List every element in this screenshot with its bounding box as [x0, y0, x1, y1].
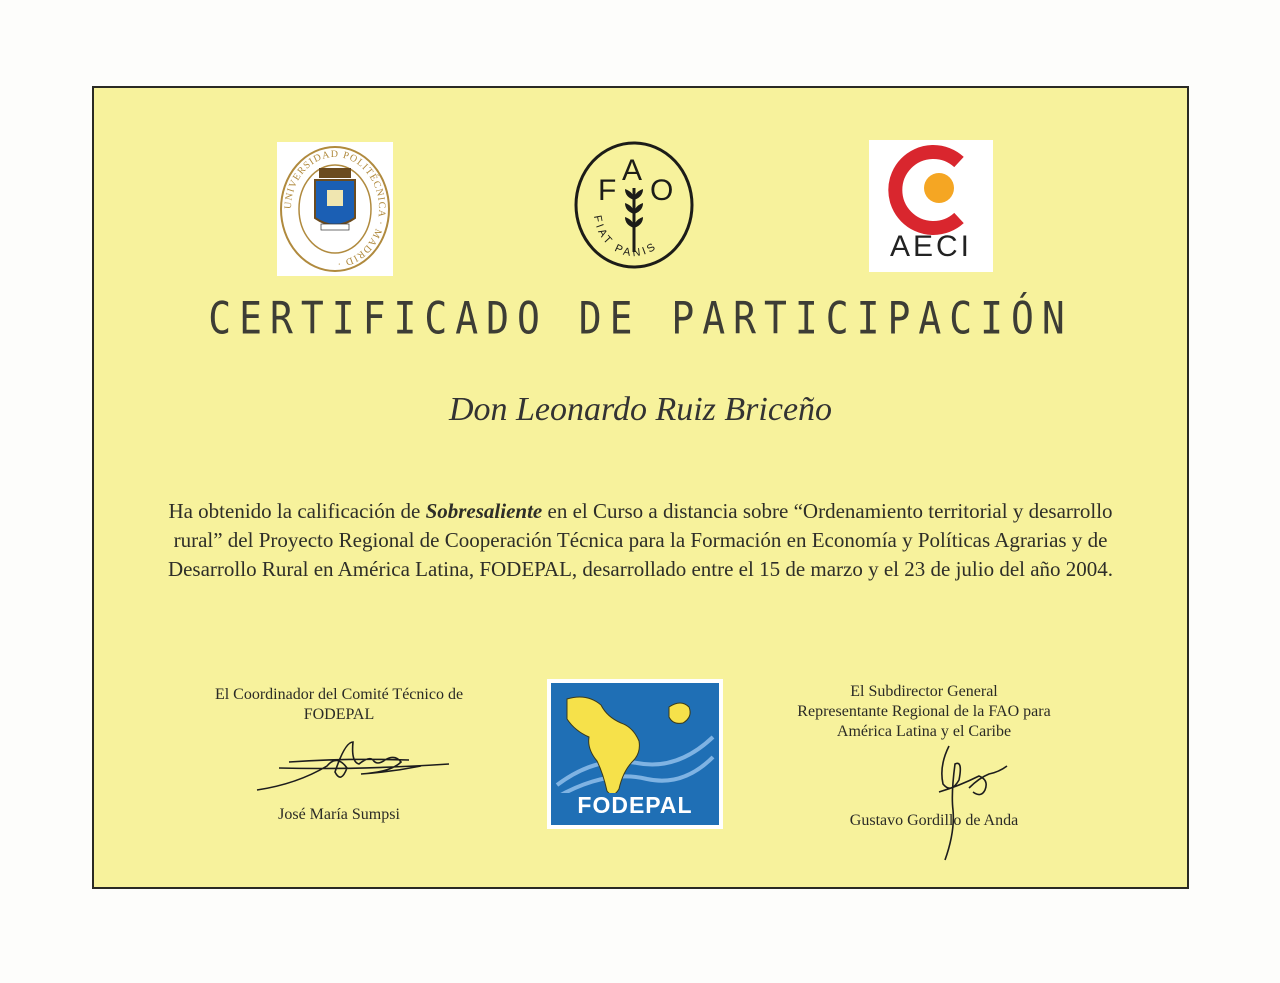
- left-signature: [249, 728, 459, 803]
- left-signatory-role: [194, 685, 484, 725]
- signature-icon: [909, 738, 1019, 868]
- university-seal-icon: [277, 142, 393, 276]
- svg-text:O: O: [650, 174, 674, 207]
- right-role-line1: El Subdirector General: [850, 683, 998, 700]
- svg-text:UNIVERSIDAD POLITÉCNICA · MADR: UNIVERSIDAD POLITÉCNICA · MADRID ·: [282, 148, 388, 270]
- right-signatory-name: Gustavo Gordillo de Anda: [849, 812, 1019, 829]
- left-signatory-name: José María Sumpsi: [278, 806, 400, 823]
- left-role-line1: El Coordinador del Comité Técnico de: [214, 686, 464, 703]
- svg-text:FIAT PANIS: FIAT PANIS: [590, 214, 660, 260]
- fodepal-logo: [547, 679, 723, 829]
- aeci-logo: [869, 140, 993, 272]
- fodepal-label: FODEPAL: [577, 792, 693, 818]
- certificate-title: CERTIFICADO DE PARTICIPACIÓN: [208, 292, 1073, 344]
- body-text-part2: en el Curso a distancia sobre “Ordenamiento territorial y desarrollo rural” del Proyecto Regional de Cooperación Técnica para la Formación en Economía y Políticas Agrarias y de Desarrollo Rural en América Latina, FODEPAL, desarrollado entre el 15 de marzo y el 23 de julio del año 2004.: [167, 499, 1114, 581]
- right-role-line2: Representante Regional de la FAO para: [797, 703, 1051, 720]
- right-signatory-role: [774, 682, 1074, 742]
- university-seal-logo: [277, 142, 393, 276]
- svg-text:A: A: [622, 154, 643, 187]
- left-role-line2: FODEPAL: [303, 706, 375, 723]
- body-text-part1: Ha obtenido la calificación de: [168, 499, 426, 523]
- recipient-name: Don Leonardo Ruiz Briceño: [448, 391, 833, 428]
- grade: Sobresaliente: [425, 499, 543, 523]
- fao-logo-icon: [572, 140, 696, 270]
- certificate-body: [154, 497, 1127, 584]
- aeci-label: AECI: [889, 230, 973, 263]
- svg-text:F: F: [598, 174, 617, 207]
- right-signature: [909, 738, 1019, 868]
- fao-logo: [572, 140, 696, 270]
- signature-icon: [249, 728, 459, 803]
- certificate-card: [92, 86, 1189, 889]
- right-role-line3: América Latina y el Caribe: [836, 723, 1012, 740]
